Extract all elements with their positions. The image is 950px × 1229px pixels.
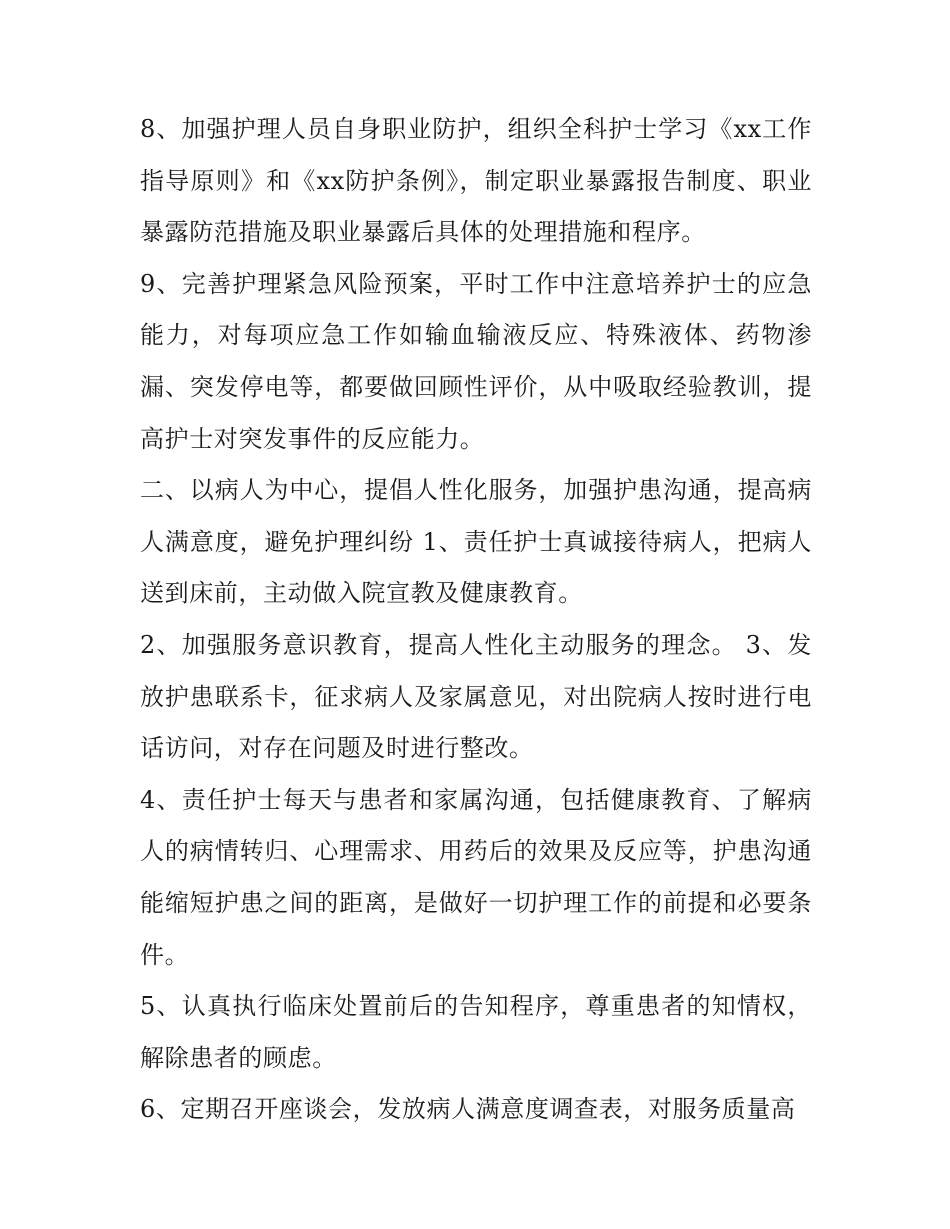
paragraph-item-9: 9、完善护理紧急风险预案，平时工作中注意培养护士的应急能力，对每项应急工作如输血输液反应、特殊液体、药物渗漏、突发停电等，都要做回顾性评价，从中吸取经验教训，提高护士对突发事件的反应能力。 — [140, 269, 812, 453]
paragraph-section-2-heading: 二、以病人为中心，提倡人性化服务，加强护患沟通，提高病人满意度，避免护理纠纷 1、责任护士真诚接待病人，把病人送到床前，主动做入院宣教及健康教育。 — [140, 476, 812, 608]
document-body — [140, 104, 812, 1136]
paragraph-item-4: 4、责任护士每天与患者和家属沟通，包括健康教育、了解病人的病情转归、心理需求、用药后的效果及反应等，护患沟通能缩短护患之间的距离，是做好一切护理工作的前提和必要条件。 — [140, 785, 812, 969]
paragraph-item-6: 6、定期召开座谈会，发放病人满意度调查表，对服务质量高 — [140, 1095, 796, 1124]
paragraph-item-8: 8、加强护理人员自身职业防护，组织全科护士学习《xx工作指导原则》和《xx防护条例》，制定职业暴露报告制度、职业暴露防范措施及职业暴露后具体的处理措施和程序。 — [140, 115, 812, 247]
paragraph-item-5: 5、认真执行临床处置前后的告知程序，尊重患者的知情权，解除患者的顾虑。 — [140, 992, 812, 1072]
paragraph-item-2-3: 2、加强服务意识教育，提高人性化主动服务的理念。 3、发放护患联系卡，征求病人及家属意见，对出院病人按时进行电话访问，对存在问题及时进行整改。 — [140, 630, 812, 763]
